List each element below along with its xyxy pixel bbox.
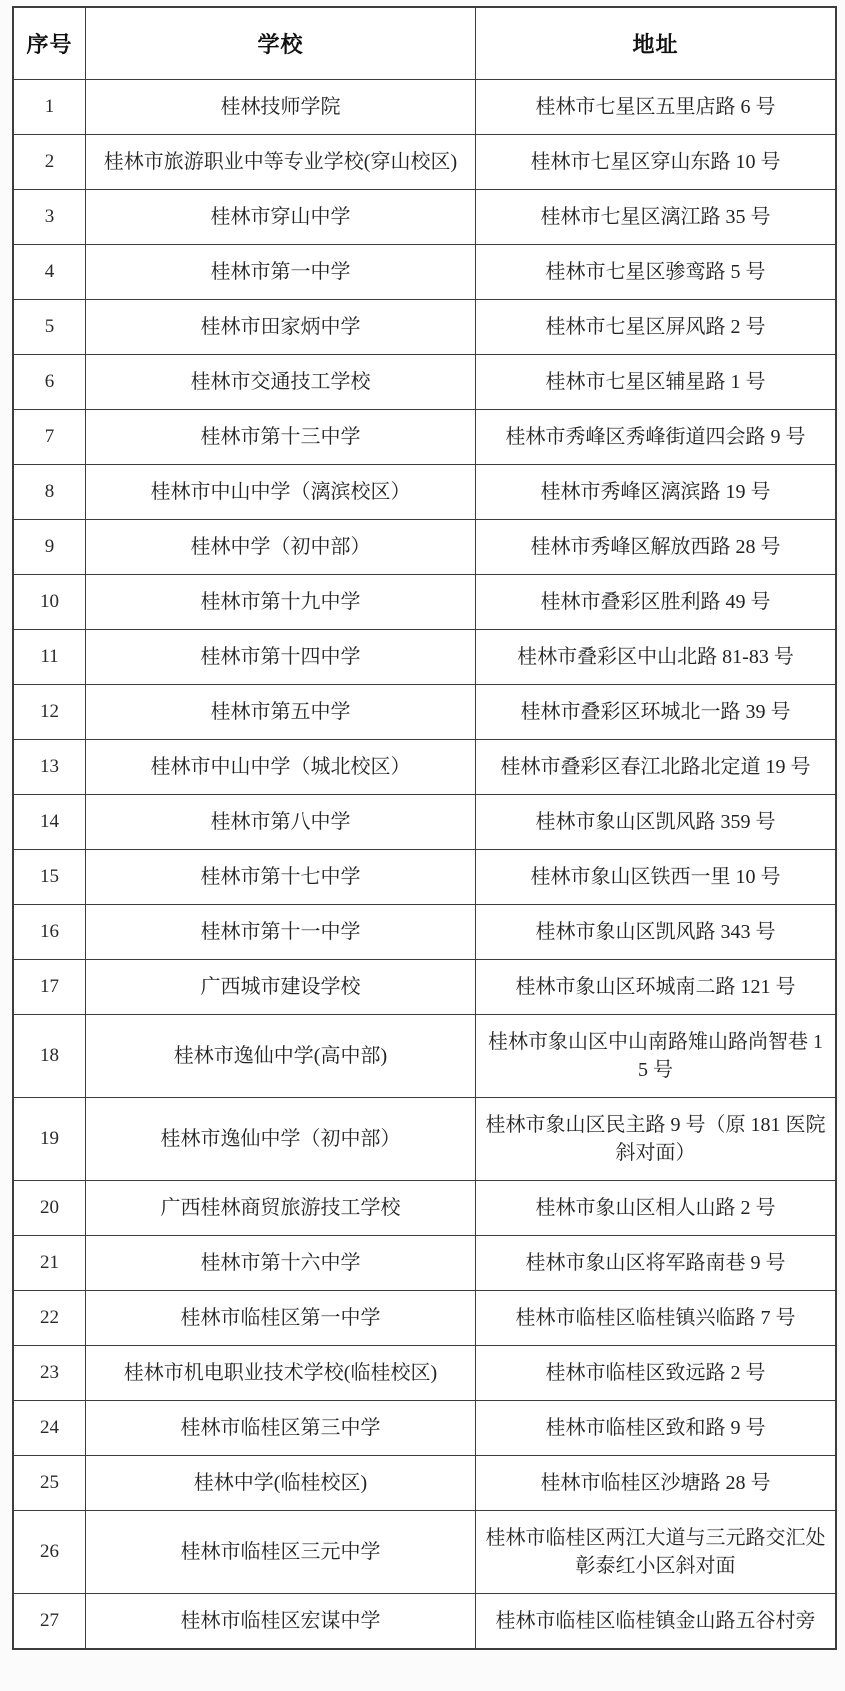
cell-address: 桂林市秀峰区秀峰街道四会路 9 号	[476, 410, 836, 465]
cell-school: 广西桂林商贸旅游技工学校	[85, 1181, 475, 1236]
cell-address: 桂林市临桂区致远路 2 号	[476, 1346, 836, 1401]
cell-address: 桂林市象山区凯风路 359 号	[476, 795, 836, 850]
cell-address: 桂林市七星区骖鸾路 5 号	[476, 245, 836, 300]
cell-address: 桂林市秀峰区漓滨路 19 号	[476, 465, 836, 520]
cell-index: 24	[13, 1401, 85, 1456]
cell-school: 桂林市第十三中学	[85, 410, 475, 465]
cell-school: 桂林市临桂区三元中学	[85, 1511, 475, 1594]
cell-school: 广西城市建设学校	[85, 960, 475, 1015]
table-row	[13, 1098, 836, 1181]
cell-address: 桂林市叠彩区环城北一路 39 号	[476, 685, 836, 740]
cell-school: 桂林市第八中学	[85, 795, 475, 850]
cell-school: 桂林市中山中学（城北校区）	[85, 740, 475, 795]
cell-school: 桂林市中山中学（漓滨校区）	[85, 465, 475, 520]
cell-address: 桂林市七星区五里店路 6 号	[476, 80, 836, 135]
table-row	[13, 410, 836, 465]
cell-address: 桂林市七星区屏风路 2 号	[476, 300, 836, 355]
cell-index: 19	[13, 1098, 85, 1181]
table-row	[13, 520, 836, 575]
table-row	[13, 135, 836, 190]
table-row	[13, 1181, 836, 1236]
cell-school: 桂林市第十四中学	[85, 630, 475, 685]
cell-address: 桂林市秀峰区解放西路 28 号	[476, 520, 836, 575]
cell-index: 21	[13, 1236, 85, 1291]
header-cell-index: 序号	[13, 7, 85, 80]
cell-address: 桂林市叠彩区春江北路北定道 19 号	[476, 740, 836, 795]
cell-address: 桂林市临桂区两江大道与三元路交汇处彰泰红小区斜对面	[476, 1511, 836, 1594]
table-row	[13, 850, 836, 905]
cell-school: 桂林市第一中学	[85, 245, 475, 300]
cell-school: 桂林市临桂区第一中学	[85, 1291, 475, 1346]
table-row	[13, 795, 836, 850]
cell-index: 10	[13, 575, 85, 630]
cell-school: 桂林市第五中学	[85, 685, 475, 740]
cell-index: 3	[13, 190, 85, 245]
cell-index: 13	[13, 740, 85, 795]
cell-index: 23	[13, 1346, 85, 1401]
cell-address: 桂林市七星区辅星路 1 号	[476, 355, 836, 410]
cell-school: 桂林市交通技工学校	[85, 355, 475, 410]
table-row	[13, 1346, 836, 1401]
cell-index: 15	[13, 850, 85, 905]
cell-index: 12	[13, 685, 85, 740]
cell-index: 1	[13, 80, 85, 135]
table-row	[13, 1594, 836, 1650]
cell-index: 5	[13, 300, 85, 355]
cell-school: 桂林市临桂区第三中学	[85, 1401, 475, 1456]
cell-school: 桂林市第十一中学	[85, 905, 475, 960]
cell-index: 4	[13, 245, 85, 300]
cell-index: 16	[13, 905, 85, 960]
cell-address: 桂林市临桂区临桂镇兴临路 7 号	[476, 1291, 836, 1346]
cell-index: 18	[13, 1015, 85, 1098]
cell-index: 9	[13, 520, 85, 575]
table-row	[13, 355, 836, 410]
cell-index: 17	[13, 960, 85, 1015]
cell-index: 14	[13, 795, 85, 850]
cell-index: 20	[13, 1181, 85, 1236]
table-row	[13, 1511, 836, 1594]
cell-school: 桂林市逸仙中学(高中部)	[85, 1015, 475, 1098]
cell-school: 桂林市第十六中学	[85, 1236, 475, 1291]
schools-table	[12, 6, 837, 1650]
table-row	[13, 905, 836, 960]
table-row	[13, 80, 836, 135]
cell-index: 8	[13, 465, 85, 520]
table-row	[13, 630, 836, 685]
cell-school: 桂林市穿山中学	[85, 190, 475, 245]
cell-index: 22	[13, 1291, 85, 1346]
cell-address: 桂林市临桂区沙塘路 28 号	[476, 1456, 836, 1511]
table-row	[13, 575, 836, 630]
cell-school: 桂林市田家炳中学	[85, 300, 475, 355]
header-cell-address: 地址	[476, 7, 836, 80]
header-cell-school: 学校	[85, 7, 475, 80]
cell-school: 桂林中学（初中部）	[85, 520, 475, 575]
cell-address: 桂林市七星区穿山东路 10 号	[476, 135, 836, 190]
cell-address: 桂林市临桂区临桂镇金山路五谷村旁	[476, 1594, 836, 1650]
cell-school: 桂林市旅游职业中等专业学校(穿山校区)	[85, 135, 475, 190]
cell-address: 桂林市象山区铁西一里 10 号	[476, 850, 836, 905]
table-row	[13, 300, 836, 355]
cell-address: 桂林市象山区将军路南巷 9 号	[476, 1236, 836, 1291]
cell-school: 桂林市第十九中学	[85, 575, 475, 630]
cell-address: 桂林市叠彩区胜利路 49 号	[476, 575, 836, 630]
cell-address: 桂林市象山区中山南路雉山路尚智巷 15 号	[476, 1015, 836, 1098]
cell-address: 桂林市象山区相人山路 2 号	[476, 1181, 836, 1236]
cell-index: 7	[13, 410, 85, 465]
cell-address: 桂林市象山区凯风路 343 号	[476, 905, 836, 960]
table-row	[13, 245, 836, 300]
cell-index: 2	[13, 135, 85, 190]
cell-school: 桂林技师学院	[85, 80, 475, 135]
table-row	[13, 1401, 836, 1456]
cell-school: 桂林市机电职业技术学校(临桂校区)	[85, 1346, 475, 1401]
cell-address: 桂林市临桂区致和路 9 号	[476, 1401, 836, 1456]
table-row	[13, 465, 836, 520]
table-row	[13, 1456, 836, 1511]
cell-address: 桂林市七星区漓江路 35 号	[476, 190, 836, 245]
cell-address: 桂林市象山区民主路 9 号（原 181 医院斜对面）	[476, 1098, 836, 1181]
cell-school: 桂林中学(临桂校区)	[85, 1456, 475, 1511]
cell-address: 桂林市叠彩区中山北路 81-83 号	[476, 630, 836, 685]
table-row	[13, 740, 836, 795]
table-row	[13, 960, 836, 1015]
cell-school: 桂林市逸仙中学（初中部）	[85, 1098, 475, 1181]
table-row	[13, 1236, 836, 1291]
table-row	[13, 190, 836, 245]
cell-index: 26	[13, 1511, 85, 1594]
cell-address: 桂林市象山区环城南二路 121 号	[476, 960, 836, 1015]
cell-index: 25	[13, 1456, 85, 1511]
table-row	[13, 685, 836, 740]
table-row	[13, 1291, 836, 1346]
cell-school: 桂林市第十七中学	[85, 850, 475, 905]
cell-index: 11	[13, 630, 85, 685]
table-row	[13, 1015, 836, 1098]
cell-school: 桂林市临桂区宏谋中学	[85, 1594, 475, 1650]
cell-index: 27	[13, 1594, 85, 1650]
cell-index: 6	[13, 355, 85, 410]
table-header-row	[13, 7, 836, 80]
